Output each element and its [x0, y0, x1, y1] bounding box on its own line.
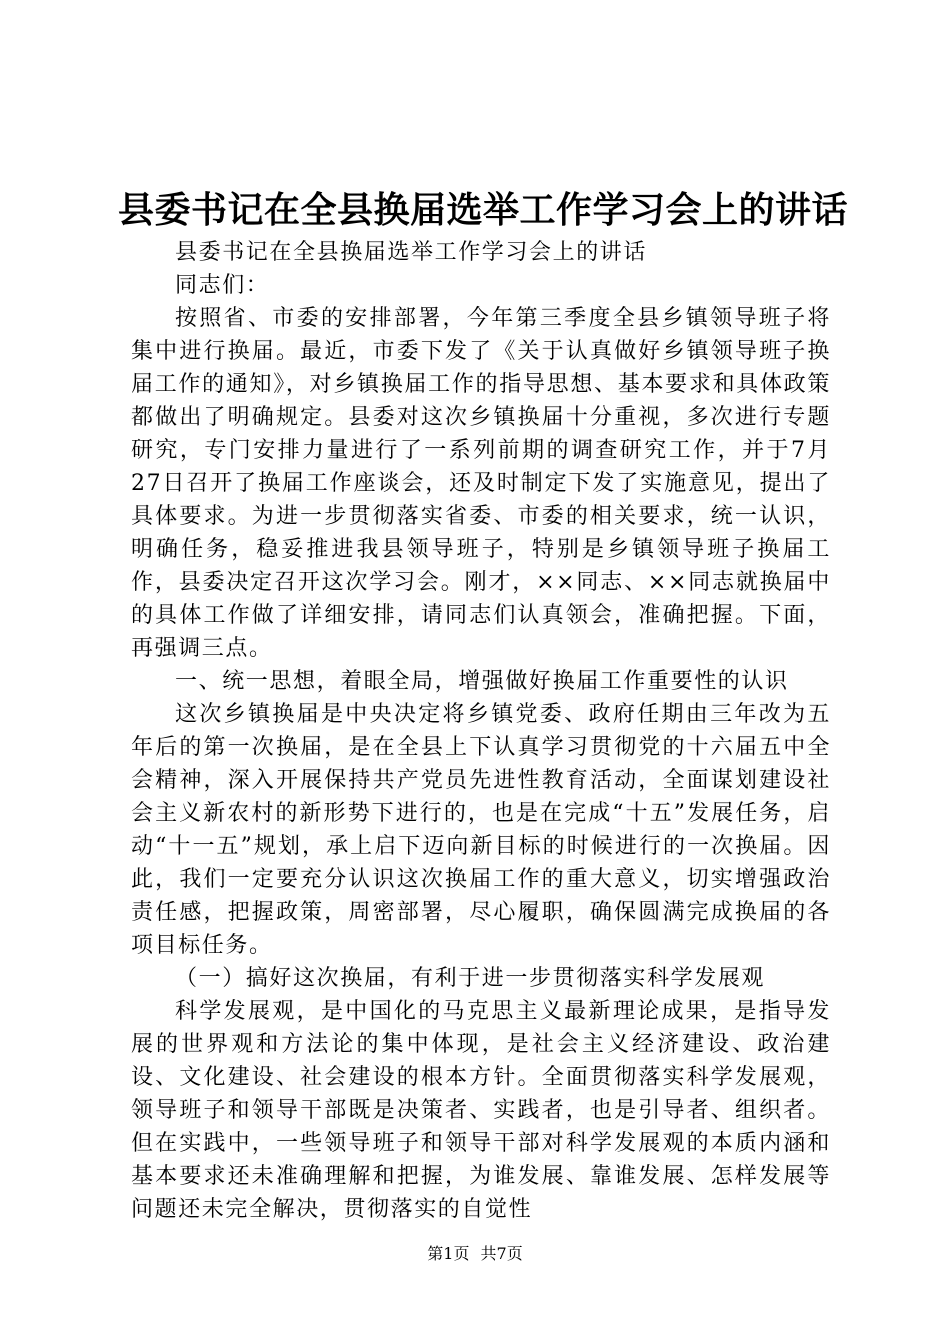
salutation-paragraph: 同志们： — [175, 273, 270, 298]
page-total: 共7页 — [480, 1244, 523, 1263]
page-number: 第1页 — [427, 1244, 470, 1263]
subsection-heading: （一）搞好这次换届，有利于进一步贯彻落实科学发展观 — [175, 966, 766, 991]
subtitle-paragraph: 县委书记在全县换届选举工作学习会上的讲话 — [175, 240, 648, 265]
document-title: 县委书记在全县换届选举工作学习会上的讲话 — [118, 189, 849, 231]
body-paragraph: 这次乡镇换届是中央决定将乡镇党委、政府任期由三年改为五年后的第一次换届，是在全县上下认真学习贯彻党的十六届五中全会精神，深入开展保持共产党员先进性教育活动，全面谋划建设社会主义新农村的新形势下进行的，也是在完成“十五”发展任务，启动“十一五”规划，承上启下迈向新目标的时候进行的一次换届。因此，我们一定要充分认识这次换届工作的重大意义，切实增强政治责任感，把握政策，周密部署，尽心履职，确保圆满完成换届的各项目标任务。 — [131, 702, 831, 958]
body-paragraph: 按照省、市委的安排部署，今年第三季度全县乡镇领导班子将集中进行换届。最近，市委下发了《关于认真做好乡镇领导班子换届工作的通知》，对乡镇换届工作的指导思想、基本要求和具体政策都做出了明确规定。县委对这次乡镇换届十分重视，多次进行专题研究，专门安排力量进行了一系列前期的调查研究工作，并于7月27日召开了换届工作座谈会，还及时制定下发了实施意见，提出了具体要求。为进一步贯彻落实省委、市委的相关要求，统一认识，明确任务，稳妥推进我县领导班子，特别是乡镇领导班子换届工作，县委决定召开这次学习会。刚才，××同志、××同志就换届中的具体工作做了详细安排，请同志们认真领会，准确把握。下面，再强调三点。 — [131, 306, 831, 661]
body-paragraph: 科学发展观，是中国化的马克思主义最新理论成果，是指导发展的世界观和方法论的集中体现，是社会主义经济建设、政治建设、文化建设、社会建设的根本方针。全面贯彻落实科学发展观，领导班子和领导干部既是决策者、实践者，也是引导者、组织者。但在实践中，一些领导班子和领导干部对科学发展观的本质内涵和基本要求还未准确理解和把握，为谁发展、靠谁发展、怎样发展等问题还未完全解决，贯彻落实的自觉性 — [131, 999, 831, 1222]
section-heading: 一、统一思想，着眼全局，增强做好换届工作重要性的认识 — [175, 669, 789, 694]
page-footer — [0, 1243, 950, 1265]
document-body — [131, 236, 831, 1226]
